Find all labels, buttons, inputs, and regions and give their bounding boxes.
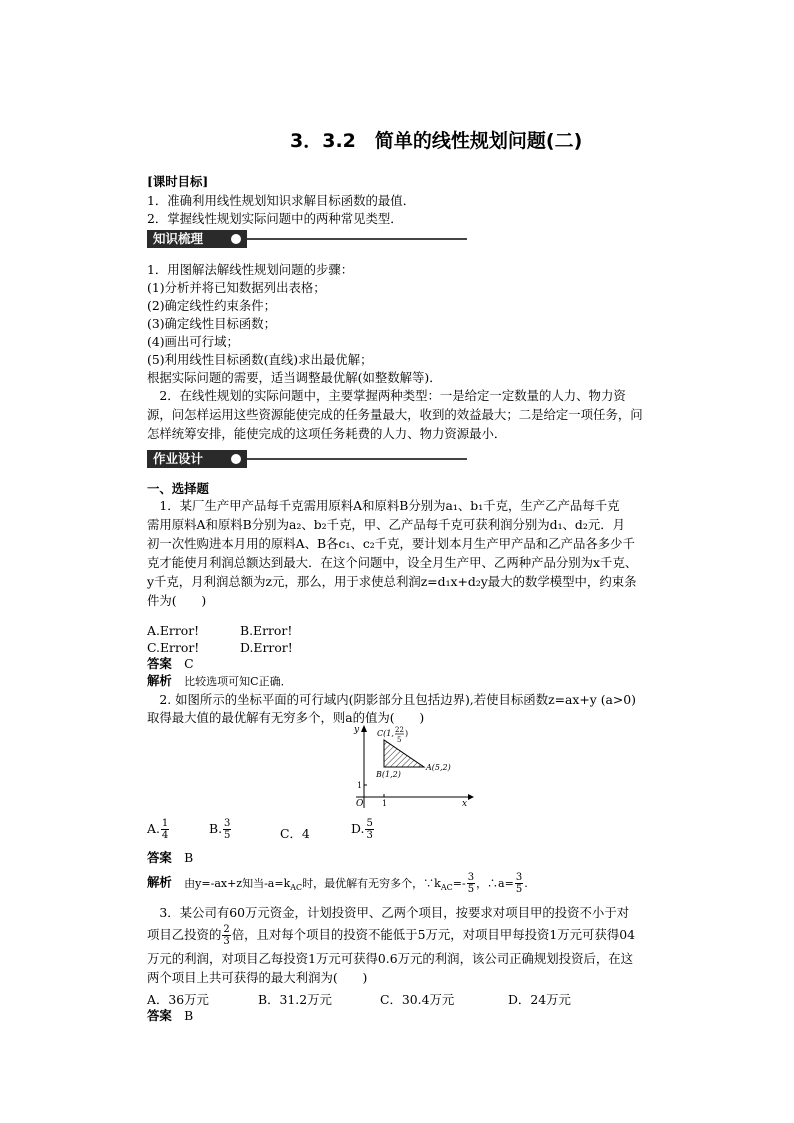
q2-analysis: 解析 由y=-ax+z知当$-a=k_{AC}$时，最优解有无穷多个，$\because k_{AC}=-$ $\frac{3}{5}$ ，∴a= $\frac{3}{5}$ . bbox=[147, 872, 528, 895]
point-label-a: A(5,2) bbox=[426, 763, 451, 772]
knowledge-line: (5)利用线性目标函数(直线)求出最优解； bbox=[147, 352, 373, 367]
q1-option-a: A.Error! bbox=[147, 623, 200, 638]
section-header-homework bbox=[147, 450, 467, 468]
divider bbox=[247, 458, 467, 460]
q2-line: 取得最大值的最优解有无穷多个，则a的值为( ) bbox=[147, 710, 425, 725]
q1-option-d: D.Error! bbox=[240, 640, 293, 655]
answer-label: 答案 bbox=[147, 656, 172, 671]
section-label: 知识梳理 bbox=[147, 230, 247, 248]
knowledge-line: (4)画出可行域； bbox=[147, 334, 239, 349]
q3-line: 万元的利润，对项目乙每投资1万元可获得0.6万元的利润，该公司正确规划投资后，在这 bbox=[147, 951, 634, 966]
feasible-region bbox=[384, 740, 424, 767]
q3-line: 项目乙投资的 $\frac{2}{3}$ 倍，且对每个项目的投资不能低于5万元，对项目甲每投资1万元可获得04 bbox=[147, 924, 635, 947]
q1-line: 初一次性购进本月用的原料A、B各c₁、c₂千克，要计划本月生产甲产品和乙产品各多少千 bbox=[147, 536, 635, 551]
analysis-text: 比较选项可知C正确． bbox=[184, 675, 292, 688]
goal-item: 1．准确利用线性规划知识求解目标函数的最值． bbox=[147, 193, 416, 208]
q3-option-d: D．24万元 bbox=[508, 992, 571, 1007]
q3-line: 3．某公司有60万元资金，计划投资甲、乙两个项目，按要求对项目甲的投资不小于对 bbox=[147, 905, 630, 920]
bullet-icon bbox=[231, 454, 241, 464]
page-title: 3．3.2 简单的线性规划问题(二) bbox=[290, 130, 583, 152]
answer-value: B bbox=[184, 850, 194, 865]
knowledge-line: (3)确定线性目标函数； bbox=[147, 316, 277, 331]
analysis-label: 解析 bbox=[147, 874, 172, 890]
q2-option-b: B. $\frac{3}{5}$ bbox=[209, 818, 231, 841]
y-axis-arrow bbox=[361, 725, 367, 732]
knowledge-line: (1)分析并将已知数据列出表格； bbox=[147, 280, 326, 295]
answer-label: 答案 bbox=[147, 850, 172, 865]
q3-option-b: B．31.2万元 bbox=[258, 992, 332, 1007]
divider bbox=[247, 238, 467, 240]
q2-answer bbox=[147, 850, 193, 865]
tick-label-y: 1 bbox=[357, 781, 363, 790]
q1-line: y千克，月利润总额为z元，那么，用于求使总利润z=d₁x+d₂y最大的数学模型中，约束条 bbox=[147, 574, 637, 589]
q3-line: 两个项目上共可获得的最大利润为( ) bbox=[147, 970, 368, 985]
knowledge-para-line: 2．在线性规划的实际问题中，主要掌握两种类型：一是给定一定数量的人力、物力资 bbox=[147, 388, 626, 403]
axis-label-x: x bbox=[462, 799, 468, 809]
knowledge-para-line: 源，问怎样运用这些资源能使完成的任务量最大，收到的效益最大；二是给定一项任务，问 bbox=[147, 407, 643, 422]
knowledge-line: 1．用图解法解线性规划问题的步骤： bbox=[147, 262, 354, 277]
q1-option-c: C.Error! bbox=[147, 640, 200, 655]
q3-option-a: A．36万元 bbox=[147, 992, 209, 1007]
q2-option-c: C．4 bbox=[280, 826, 310, 841]
knowledge-line: (2)确定线性约束条件； bbox=[147, 298, 277, 313]
knowledge-line: 根据实际问题的需要，适当调整最优解(如整数解等)． bbox=[147, 370, 442, 385]
answer-value: B bbox=[184, 1008, 194, 1023]
analysis-label: 解析 bbox=[147, 673, 172, 688]
q1-line: 需用原料A和原料B分别为a₂、b₂千克，甲、乙产品每千克可获利润分别为d₁、d₂元．月 bbox=[147, 517, 625, 532]
q3-answer bbox=[147, 1008, 193, 1023]
goal-item: 2．掌握线性规划实际问题中的两种常见类型． bbox=[147, 211, 403, 226]
q1-line: 1．某厂生产甲产品每千克需用原料A和原料B分别为a₁、b₁千克，生产乙产品每千克 bbox=[147, 498, 620, 513]
point-label-c: C(1, bbox=[377, 729, 394, 738]
q2-option-a: A. $\frac{1}{4}$ bbox=[147, 818, 169, 841]
answer-label: 答案 bbox=[147, 1008, 172, 1023]
bullet-icon bbox=[231, 234, 241, 244]
q1-answer bbox=[147, 656, 194, 671]
x-axis-arrow bbox=[468, 794, 474, 800]
point-c-denominator: 5 bbox=[397, 736, 402, 744]
point-c-numerator: 22 bbox=[395, 726, 404, 734]
origin-label: O bbox=[356, 799, 364, 809]
subsection-heading: 一、选择题 bbox=[147, 481, 209, 496]
q2-feasible-region-graph bbox=[350, 722, 480, 810]
section-header-knowledge bbox=[147, 230, 467, 248]
q1-analysis bbox=[147, 673, 292, 689]
answer-value: C bbox=[184, 656, 194, 671]
section-label: 作业设计 bbox=[147, 450, 247, 468]
point-label-c-end: ) bbox=[405, 729, 409, 738]
knowledge-para-line: 怎样统筹安排，能使完成的这项任务耗费的人力、物力资源最小． bbox=[147, 426, 507, 441]
axis-label-y: y bbox=[354, 725, 360, 735]
q1-line: 克才能使月利润总额达到最大．在这个问题中，设全月生产甲、乙两种产品分别为x千克、 bbox=[147, 555, 638, 570]
tick-label-x: 1 bbox=[382, 799, 388, 808]
q1-option-b: B.Error! bbox=[240, 623, 293, 638]
point-label-b: B(1,2) bbox=[376, 770, 401, 779]
q2-option-d: D. $\frac{5}{3}$ bbox=[351, 818, 373, 841]
q3-option-c: C．30.4万元 bbox=[380, 992, 455, 1007]
q1-line: 件为( ) bbox=[147, 593, 207, 608]
goals-heading: [课时目标] bbox=[147, 174, 209, 189]
q2-line: 2. 如图所示的坐标平面的可行域内(阴影部分且包括边界),若使目标函数z=ax+y (a>0) bbox=[147, 692, 637, 707]
